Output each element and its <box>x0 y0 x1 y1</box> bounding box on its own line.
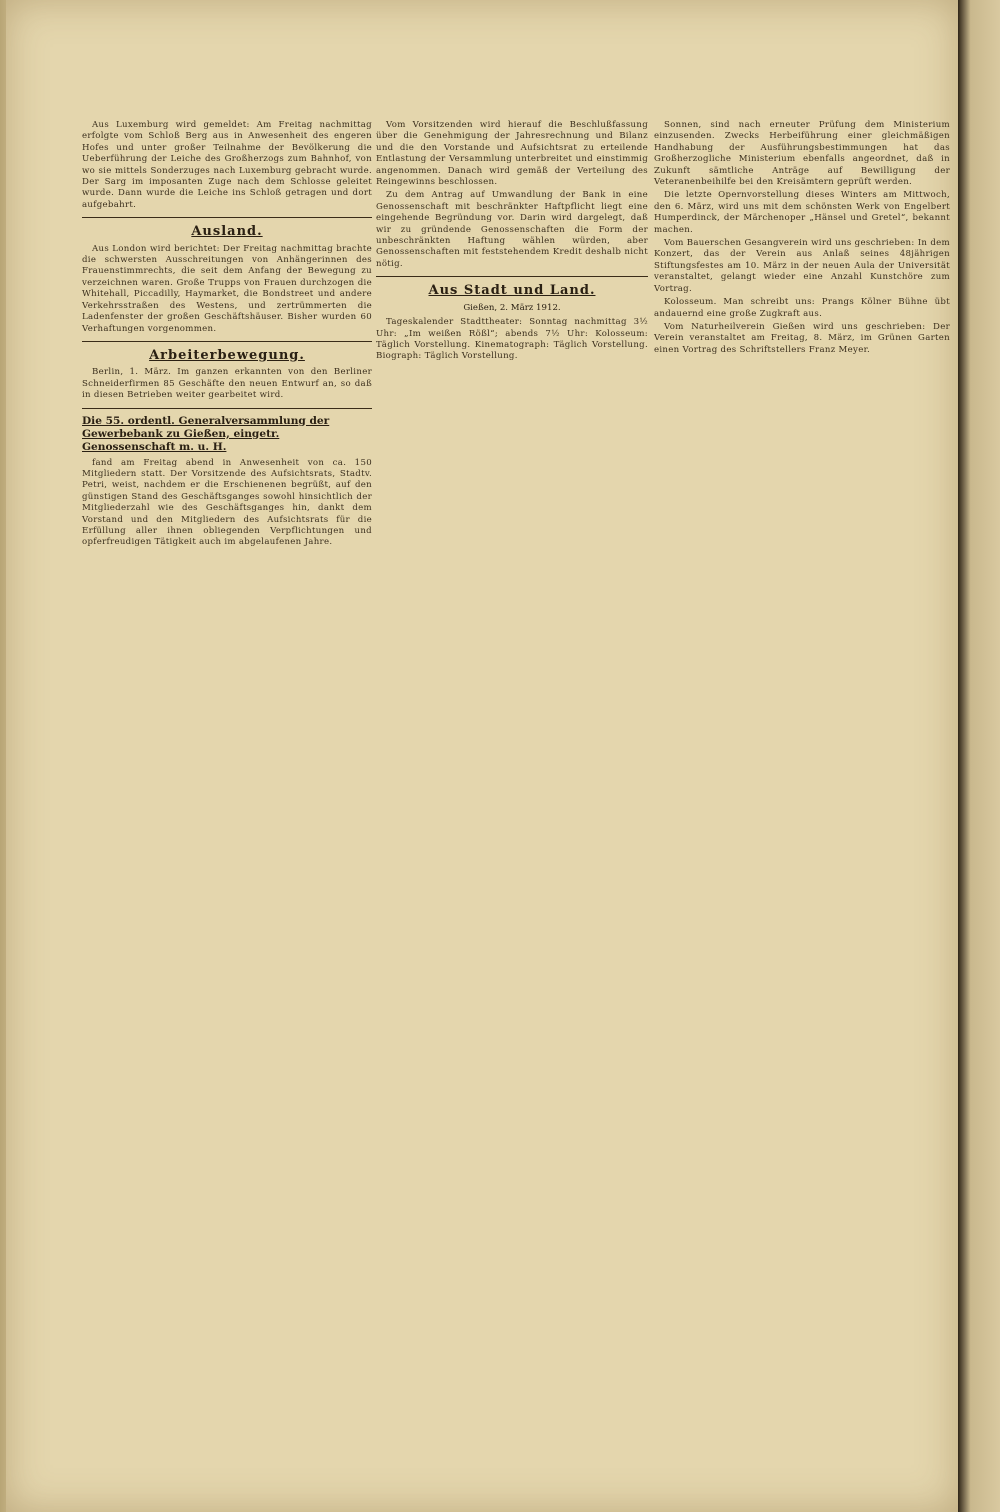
dateline: Gießen, 2. März 1912. <box>463 302 561 313</box>
stadt-und-land-heading: Aus Stadt und Land. <box>428 283 596 299</box>
naturheilverein-article: Vom Naturheilverein Gießen wird uns geschrieben: Der Verein veranstaltet am Freitag, 8. März, im Grünen Garten einen Vortrag des Schriftstellers Franz Meyer. <box>654 321 950 355</box>
divider <box>376 276 648 277</box>
divider <box>82 341 372 342</box>
generalversammlung-article: fand am Freitag abend in Anwesenheit von ca. 150 Mitgliedern statt. Der Vorsitzende des Aufsichtsrats, Stadtv. Petri, weist, nachdem er die Erschienenen begrüßt, auf den günstigen Stand des Geschäftsganges sowohl hinsichtlich der Mitgliederzahl wie des Geschäftsganges hin, dankt dem Vorstand und den Mitgliedern des Aufsichtsrats für die Erfüllung aller ihnen obliegenden Verpflichtungen und opferfreudigen Tätigkeit auch im abgelaufenen Jahre. <box>82 457 372 548</box>
adjacent-page-edge <box>958 0 1000 1512</box>
generalversammlung-heading: Die 55. ordentl. Generalversammlung der Gewerbebank zu Gießen, eingetr. Genossenschaft m. u. H. <box>82 414 330 453</box>
luxemburg-article: Aus Luxemburg wird gemeldet: Am Freitag nachmittag erfolgte vom Schloß Berg aus in Anwesenheit des engeren Hofes und unter großer Teilnahme der Bevölkerung die Ueberführung der Leiche des Großherzogs zum Bahnhof, von wo sie mittels Sonderzuges nach Luxemburg gebracht wurde. Der Sarg im imposanten Zuge nach dem Schlosse geleitet wurde. Dann wurde die Leiche ins Schloß getragen und dort aufgebahrt. <box>82 120 372 210</box>
bank-article-umwandlung: Zu dem Antrag auf Umwandlung der Bank in eine Genossenschaft mit beschränkter Haftpflicht liegt eine eingehende Begründung vor. Darin wird dargelegt, daß wir zu gründende Genossenschaften die Form der unbeschränkten Haftung wählen würden, aber Genossenschaften mit feststehendem Kredit deshalb nicht nötig. <box>376 190 648 269</box>
divider <box>82 217 372 218</box>
column-middle <box>376 120 648 365</box>
divider <box>82 408 372 409</box>
opernvorstellung-article: Die letzte Opernvorstellung dieses Winters am Mittwoch, den 6. März, wird uns mit dem schönsten Werk von Engelbert Humperdinck, der Märchenoper „Hänsel und Gretel“, bekannt machen. <box>654 190 950 235</box>
gesangverein-article: Vom Bauerschen Gesangverein wird uns geschrieben: In dem Konzert, das der Verein aus Anlaß seines 48jährigen Stiftungsfestes am 10. März in der neuen Aula der Universität veranstaltet, gelangt wieder eine Anzahl Kunstchöre zum Vortrag. <box>654 238 950 294</box>
veteranen-article-continued: Sonnen, sind nach erneuter Prüfung dem Ministerium einzusenden. Zwecks Herbeiführung einer gleichmäßigen Handhabung der Ausführungsbestimmungen hat das Großherzogliche Ministerium ebenfalls angeordnet, daß in Zukunft sämtliche Anträge auf Bewilligung der Veteranenbeihilfe bei den Kreisämtern geprüft werden. <box>654 120 950 188</box>
newspaper-page <box>6 0 958 1512</box>
arbeiter-heading: Arbeiterbewegung. <box>149 347 305 363</box>
column-left <box>82 120 372 551</box>
column-right <box>654 120 950 358</box>
tageskalender: Tageskalender Stadttheater: Sonntag nachmittag 3½ Uhr: „Im weißen Rößl“; abends 7½ Uhr: Kolosseum: Täglich Vorstellung. Kinematograph: Täglich Vorstellung. Biograph: Täglich Vorstellung. <box>376 317 648 362</box>
bank-article-continued: Vom Vorsitzenden wird hierauf die Beschlußfassung über die Genehmigung der Jahresrechnung und Bilanz und die den Vorstande und Aufsichtsrat zu erteilende Entlastung der Versammlung unterbreitet und einstimmig angenommen. Danach wird gemäß der Verteilung des Reingewinns beschlossen. <box>376 120 648 188</box>
ausland-article: Aus London wird berichtet: Der Freitag nachmittag brachte die schwersten Ausschreitungen von Anhängerinnen des Frauenstimmrechts, die seit dem Anfang der Bewegung zu verzeichnen waren. Große Trupps von Frauen durchzogen die Whitehall, Piccadilly, Haymarket, die Bondstreet und andere Verkehrsstraßen des Westens, und zertrümmerten die Ladenfenster der großen Geschäftshäuser. Bisher wurden 60 Verhaftungen vorgenommen. <box>82 243 372 334</box>
ausland-heading: Ausland. <box>191 224 263 240</box>
kolosseum-article: Kolosseum. Man schreibt uns: Prangs Kölner Bühne übt andauernd eine große Zugkraft aus. <box>654 297 950 319</box>
arbeiter-article: Berlin, 1. März. Im ganzen erkannten von den Berliner Schneiderfirmen 85 Geschäfte den neuen Entwurf an, so daß in diesen Betrieben weiter gearbeitet wird. <box>82 367 372 401</box>
